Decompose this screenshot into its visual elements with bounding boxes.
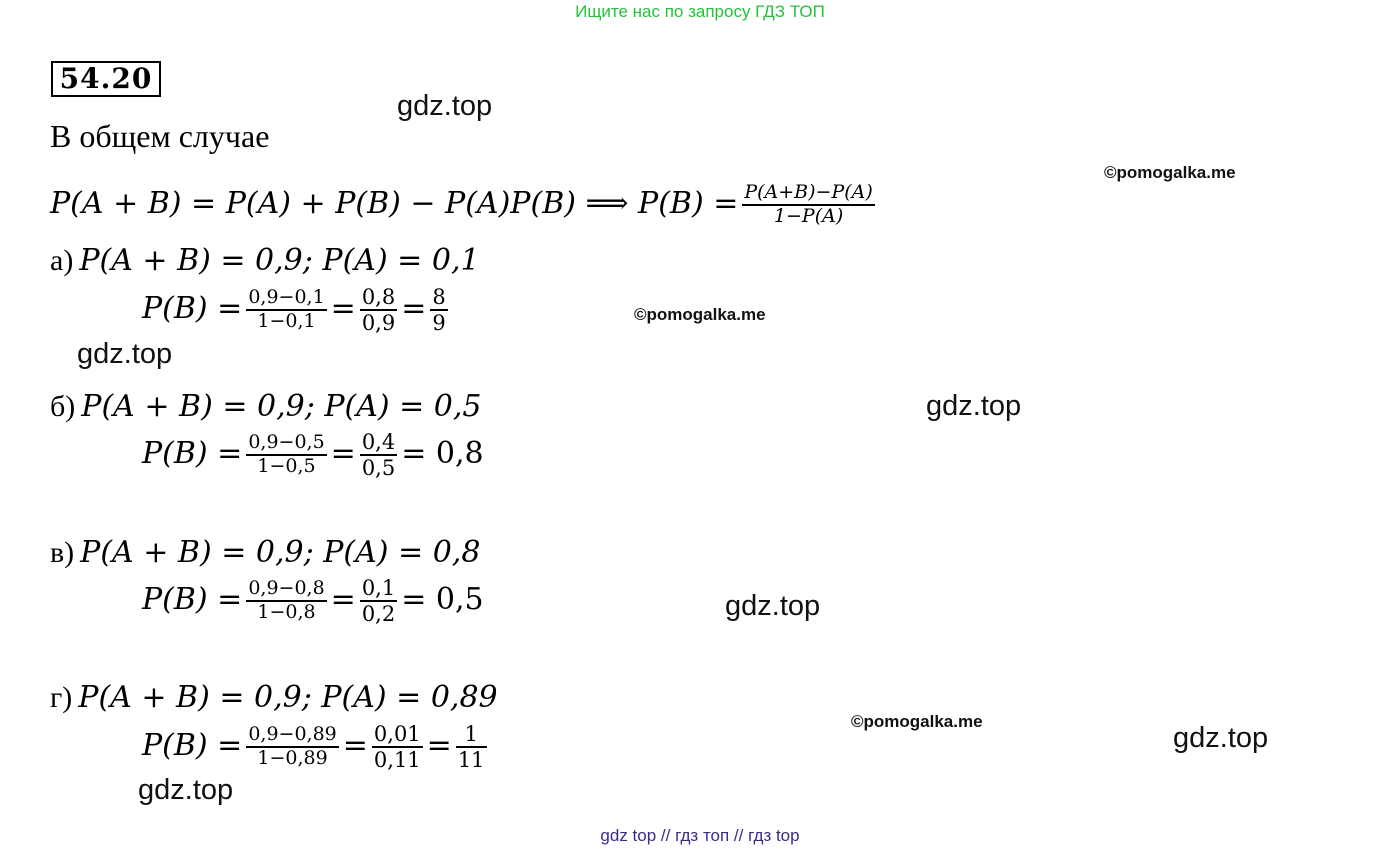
part-label: в) — [50, 536, 75, 569]
numerator: 1 — [456, 722, 487, 748]
fraction — [360, 430, 397, 480]
fraction — [372, 722, 423, 772]
part-label: г) — [50, 681, 73, 714]
part-b-given — [50, 389, 482, 424]
task-number: 54.20 — [51, 61, 161, 97]
given-condition: P(A + B) = 0,9; P(A) = 0,8 — [80, 535, 481, 570]
part-a-solution: P(B) = $\frac{0,9-0,1}{1-0,1}$ = $\frac{0,8}{0,9}$ = $\frac{8}{9}$ — [142, 285, 446, 336]
numerator: 0,8 — [360, 285, 397, 311]
numerator: 8 — [430, 285, 447, 311]
denominator: 0,5 — [361, 456, 396, 481]
part-g-given — [50, 680, 498, 715]
watermark-gdz: gdz.top — [397, 90, 493, 122]
denominator: 0,9 — [361, 311, 396, 336]
part-b-solution: P(B) = $\frac{0,9-0,5}{1-0,5}$ = $\frac{0,4}{0,5}$ = 0,8 — [142, 430, 484, 481]
given-condition: P(A + B) = 0,9; P(A) = 0,89 — [78, 680, 498, 715]
general-formula — [50, 182, 879, 228]
top-banner[interactable]: Ищите нас по запросу ГДЗ ТОП — [575, 2, 825, 21]
result-value: = 0,8 — [401, 436, 484, 472]
fraction — [360, 285, 397, 335]
given-condition: P(A + B) = 0,9; P(A) = 0,1 — [79, 243, 480, 278]
result-lhs: P(B) = — [142, 728, 243, 764]
watermark-gdz: gdz.top — [138, 774, 234, 806]
watermark-gdz: gdz.top — [725, 590, 821, 622]
result-lhs: P(B) = — [142, 582, 243, 618]
fraction — [246, 287, 326, 333]
part-v-given — [50, 535, 480, 570]
watermark-pomogalka: ©pomogalka.me — [851, 712, 983, 731]
numerator: 0,1 — [360, 576, 397, 602]
result-value: = 0,5 — [401, 582, 484, 618]
numerator: 0,9−0,5 — [246, 432, 326, 456]
watermark-pomogalka: ©pomogalka.me — [1104, 163, 1236, 182]
fraction — [246, 578, 326, 624]
denominator: 1−0,5 — [257, 455, 316, 478]
fraction — [360, 576, 397, 626]
numerator: 0,9−0,89 — [246, 724, 338, 748]
formula-lhs: P(A + B) = P(A) + P(B) − P(A)P(B) ⟹ P(B) = — [50, 185, 739, 221]
denominator: 9 — [432, 311, 446, 336]
fraction — [246, 432, 326, 478]
watermark-gdz: gdz.top — [77, 338, 173, 370]
fraction — [456, 722, 487, 772]
watermark-gdz: gdz.top — [926, 390, 1022, 422]
formula-denominator: 1−P(A) — [773, 204, 844, 227]
result-lhs: P(B) = — [142, 291, 243, 327]
formula-numerator: P(A+B)−P(A) — [742, 182, 874, 206]
watermark-gdz: gdz.top — [1173, 722, 1269, 754]
intro-text: В общем случае — [50, 118, 270, 154]
given-condition: P(A + B) = 0,9; P(A) = 0,5 — [81, 389, 482, 424]
denominator: 1−0,89 — [257, 747, 328, 770]
fraction — [246, 724, 338, 770]
denominator: 0,2 — [361, 602, 396, 627]
formula-fraction — [742, 182, 874, 228]
part-g-solution: P(B) = $\frac{0,9-0,89}{1-0,89}$ = $\frac{0,01}{0,11}$ = $\frac{1}{11}$ — [142, 722, 485, 773]
numerator: 0,9−0,8 — [246, 578, 326, 602]
part-v-solution: P(B) = $\frac{0,9-0,8}{1-0,8}$ = $\frac{0,1}{0,2}$ = 0,5 — [142, 576, 484, 627]
footer-links[interactable]: gdz top // гдз топ // гдз top — [600, 826, 800, 845]
result-lhs: P(B) = — [142, 436, 243, 472]
denominator: 1−0,1 — [257, 310, 316, 333]
numerator: 0,9−0,1 — [246, 287, 326, 311]
part-a-given — [50, 243, 480, 278]
part-label: б) — [50, 390, 76, 423]
denominator: 1−0,8 — [257, 601, 316, 624]
part-label: а) — [50, 244, 74, 277]
fraction — [430, 285, 447, 335]
numerator: 0,01 — [372, 722, 423, 748]
denominator: 0,11 — [373, 748, 421, 773]
watermark-pomogalka: ©pomogalka.me — [634, 305, 766, 324]
denominator: 11 — [457, 748, 485, 773]
numerator: 0,4 — [360, 430, 397, 456]
